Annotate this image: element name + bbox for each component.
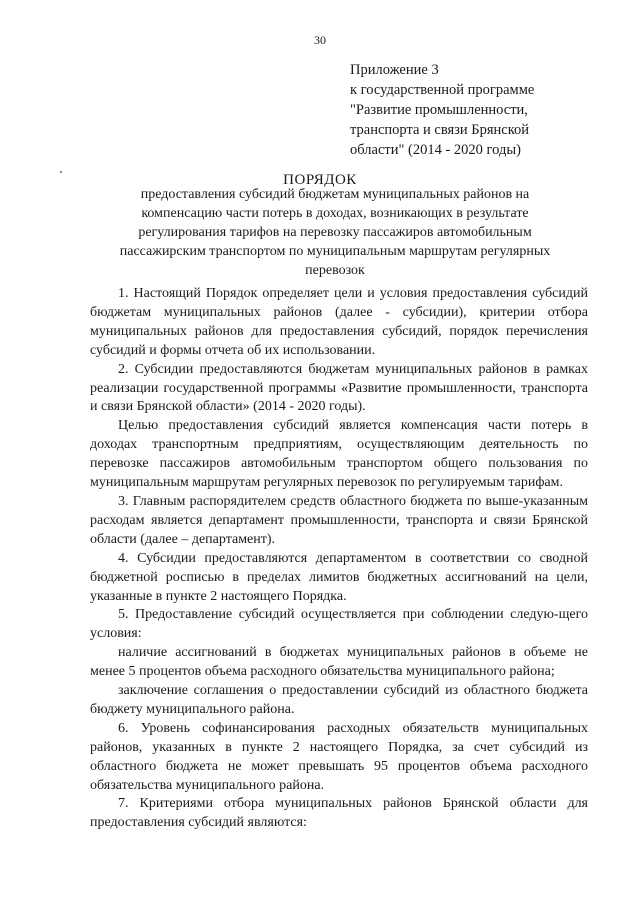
subtitle-line: перевозок [305, 263, 365, 278]
paragraph: 3. Главным распорядителем средств областного бюджета по выше-указанным расходам является департамент промышленности, транспорта и связи Брянской области (далее – департамент). [90, 493, 588, 547]
appendix-line: "Развитие промышленности, [350, 102, 528, 118]
page-number: 30 [314, 33, 326, 47]
paragraph: Целью предоставления субсидий является компенсация части потерь в доходах транспортным предприятиям, осуществляющим деятельность по перевозке пассажиров автомобильным транспортом общего пользования по муниципальным маршрутам регулярных перевозок по регулируемым тарифам. [90, 418, 588, 491]
paragraph: 1. Настоящий Порядок определяет цели и условия предоставления субсидий бюджетам муниципальных районов (далее - субсидии), критерии отбора муниципальных районов для предоставления субсидий, порядок перечисления субсидий и формы отчета об их использовании. [90, 286, 588, 358]
paragraph: 2. Субсидии предоставляются бюджетам муниципальных районов в рамках реализации государственной программы «Развитие промышленности, транспорта и связи Брянской области» (2014 - 2020 годы). [90, 361, 588, 415]
appendix-line: к государственной программе [350, 82, 535, 98]
paragraph: 4. Субсидии предоставляются департаментом в соответствии со сводной бюджетной росписью в пределах лимитов бюджетных ассигнований на цели, указанные в пункте 2 настоящего Порядка. [90, 550, 588, 604]
subtitle-line: предоставления субсидий бюджетам муниципальных районов на [140, 187, 530, 202]
appendix-header [350, 60, 534, 160]
paragraph: наличие ассигнований в бюджетах муниципальных районов в объеме не менее 5 процентов объема расходного обязательства муниципального района; [90, 645, 588, 680]
subtitle-line: пассажирским транспортом по муниципальным маршрутам регулярных [119, 244, 551, 259]
paragraph: 7. Критериями отбора муниципальных районов Брянской области для предоставления субсидий являются: [90, 796, 588, 831]
paragraph: 5. Предоставление субсидий осуществляется при соблюдении следую-щего условия: [90, 607, 588, 642]
subtitle-line: компенсацию части потерь в доходах, возникающих в результате [141, 206, 529, 221]
appendix-line: области" (2014 - 2020 годы) [350, 142, 521, 158]
paragraph: заключение соглашения о предоставлении субсидий из областного бюджета бюджету муниципального района. [90, 683, 588, 717]
subtitle-line: регулирования тарифов на перевозку пассажиров автомобильным [138, 225, 532, 240]
document-subtitle [100, 185, 570, 280]
document-body [90, 285, 588, 833]
document-title: ПОРЯДОК [283, 172, 357, 188]
appendix-line: транспорта и связи Брянской [350, 122, 530, 138]
paragraph: 6. Уровень софинансирования расходных обязательств муниципальных районов, указанных в пункте 2 настоящего Порядка, за счет субсидий из областного бюджета не может превышать 95 процентов объема расходного обязательства муниципального района. [90, 720, 588, 793]
appendix-line: Приложение 3 [350, 62, 439, 78]
